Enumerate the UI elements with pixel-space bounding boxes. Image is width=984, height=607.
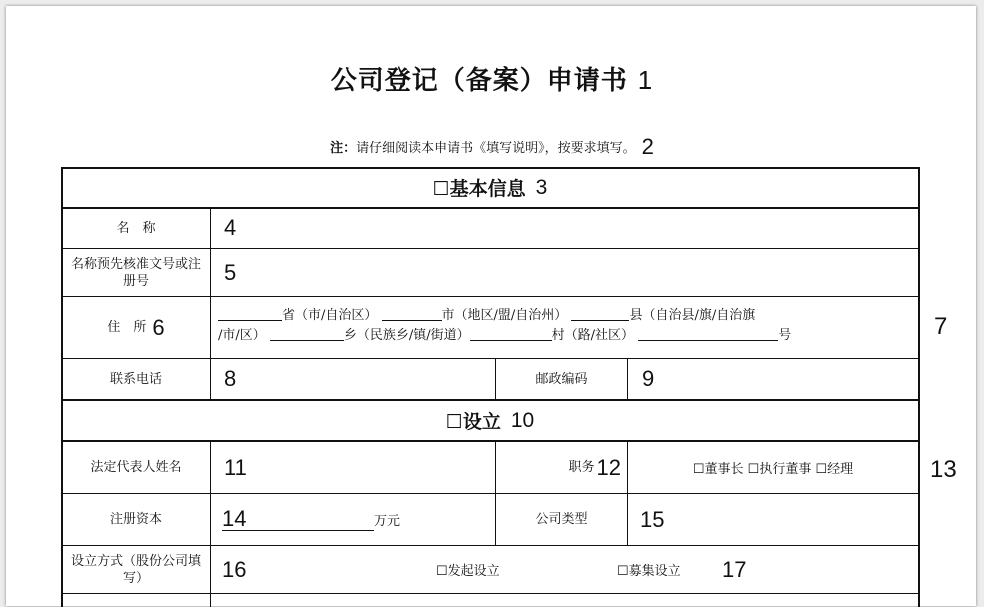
county-blank[interactable]: [571, 306, 629, 321]
address-line-2: [218, 326, 914, 346]
company-type-label: 公司类型: [535, 512, 588, 527]
name-precheck-field[interactable]: [224, 249, 904, 296]
legal-rep-field[interactable]: [224, 442, 484, 493]
legal-rep-label: 法定代表人姓名: [90, 460, 182, 475]
county-label: 县（自治县/旗/自治旗: [629, 308, 756, 323]
section-establishment-label: ☐设立: [445, 411, 501, 433]
option-chairman-checkbox[interactable]: ☐董事长: [692, 462, 744, 477]
city-label: 市（地区/盟/自治州）: [441, 308, 568, 323]
form-title-marker: 1: [637, 65, 654, 95]
name-field[interactable]: [224, 208, 904, 248]
position-label-cell: [496, 442, 627, 493]
village-label: 村（路/社区）: [551, 328, 635, 343]
position-marker: 12: [596, 455, 621, 480]
capital-unit: 万元: [374, 514, 401, 529]
capital-label: 注册资本: [109, 512, 162, 527]
position-side-marker: 13: [930, 456, 957, 483]
name-field-marker: 4: [224, 215, 237, 240]
company-type-field[interactable]: [640, 494, 904, 545]
postcode-field-marker: 9: [642, 366, 655, 391]
note-text: 请仔细阅读本申请书《填写说明》，按要求填写。: [356, 141, 636, 156]
address-label-text: 住 所: [107, 320, 147, 335]
county-label-cont: /市/区）: [218, 328, 266, 343]
method-option-marker: 17: [722, 556, 747, 582]
method-field[interactable]: [222, 546, 422, 593]
legal-rep-marker: 11: [224, 454, 247, 480]
name-precheck-marker: 5: [224, 259, 237, 285]
section-basic-info-label: ☐基本信息: [432, 178, 526, 200]
form-note: [0, 134, 984, 160]
form-title-text: 公司登记（备案）申请书: [330, 66, 628, 96]
method-label: 设立方式（股份公司填写）: [70, 553, 201, 586]
position-label: 职务: [568, 460, 595, 475]
capital-field[interactable]: [222, 494, 492, 545]
name-precheck-label: 名称预先核准文号或注册号: [70, 256, 201, 289]
section-establishment-marker: 10: [510, 408, 535, 432]
name-label: 名 称: [116, 220, 156, 236]
option-initiate-checkbox[interactable]: ☐发起设立: [436, 564, 500, 579]
address-side-marker: 7: [934, 313, 948, 340]
city-blank[interactable]: [382, 306, 442, 321]
phone-label: 联系电话: [109, 371, 162, 387]
section-establishment: [62, 401, 918, 440]
form-title: [0, 60, 984, 97]
postcode-label: 邮政编码: [535, 371, 588, 387]
option-executive-director-checkbox[interactable]: ☐执行董事: [747, 462, 812, 477]
province-label: 省（市/自治区）: [282, 308, 378, 323]
address-label: [62, 297, 210, 358]
note-prefix: 注：: [330, 141, 357, 156]
village-blank[interactable]: [470, 326, 552, 341]
address-marker: 6: [152, 315, 165, 340]
phone-field[interactable]: [224, 359, 484, 399]
capital-marker: 14: [222, 508, 374, 531]
town-blank[interactable]: [270, 326, 344, 341]
number-label: 号: [778, 328, 792, 343]
section-basic-info: [62, 168, 918, 207]
section-basic-info-marker: 3: [535, 175, 548, 199]
phone-field-marker: 8: [224, 366, 237, 391]
address-field[interactable]: [218, 306, 914, 346]
method-marker: 16: [222, 556, 247, 582]
note-marker: 2: [641, 134, 654, 159]
option-manager-checkbox[interactable]: ☐经理: [815, 462, 854, 477]
number-blank[interactable]: [638, 326, 778, 341]
position-options: [628, 442, 918, 493]
province-blank[interactable]: [218, 306, 282, 321]
town-label: 乡（民族乡/镇/街道）: [343, 328, 470, 343]
postcode-field[interactable]: [642, 359, 904, 399]
address-line-1: [218, 306, 914, 326]
option-raise-checkbox[interactable]: ☐募集设立: [617, 564, 681, 579]
company-type-marker: 15: [640, 506, 665, 532]
